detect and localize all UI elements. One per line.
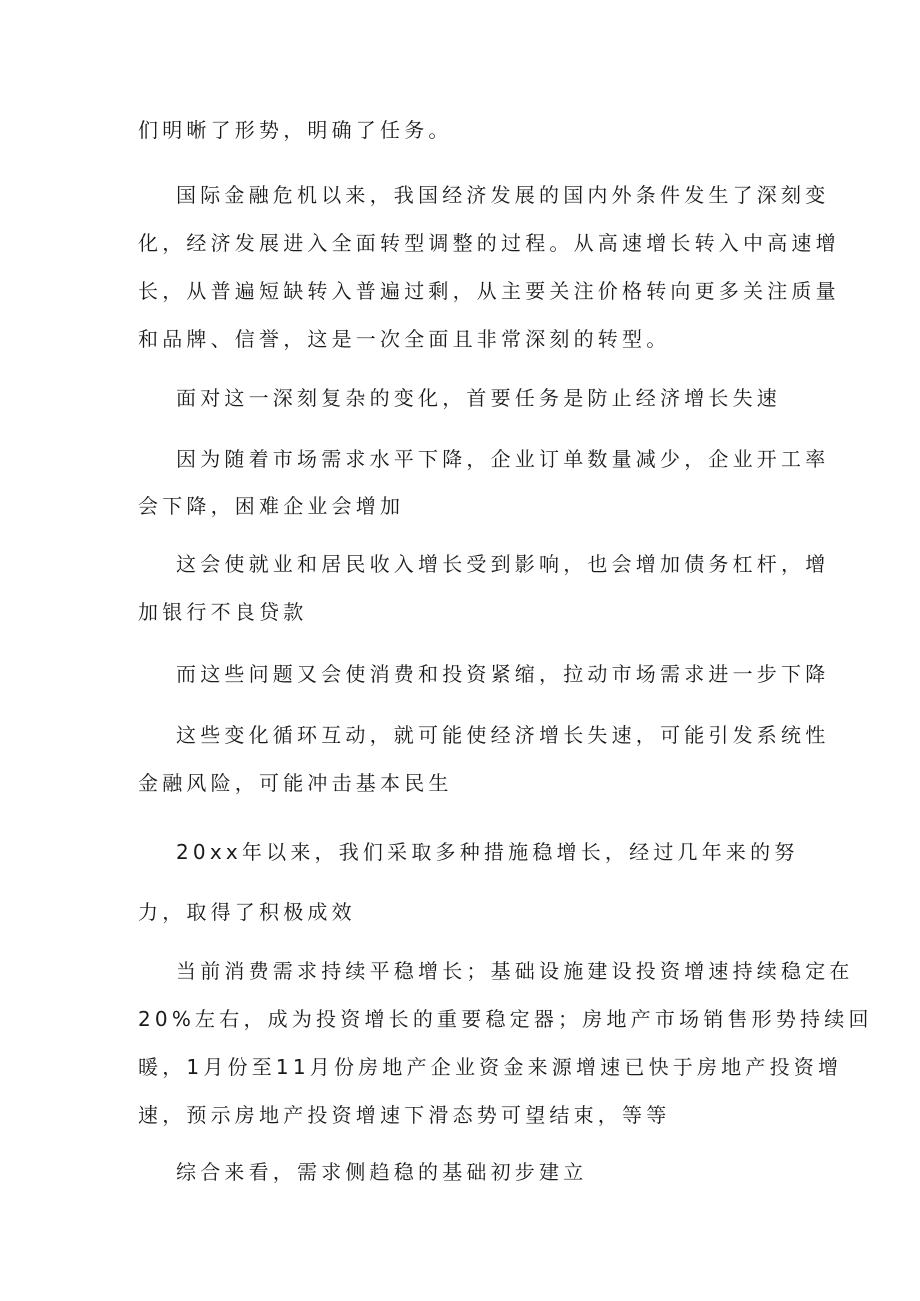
paragraph-first-line: 20xx年以来，我们采取多种措施稳增长，经过几年来的努 — [176, 840, 799, 864]
text-line: 力，取得了积极成效 — [138, 900, 356, 924]
text-line: 和品牌、信誉，这是一次全面且非常深刻的转型。 — [138, 327, 671, 351]
text-line: 20%左右，成为投资增长的重要稳定器；房地产市场销售形势持续回 — [138, 1007, 873, 1031]
paragraph-first-line: 综合来看，需求侧趋稳的基础初步建立 — [176, 1160, 588, 1184]
text-line: 暖，1月份至11月份房地产企业资金来源增速已快于房地产投资增 — [138, 1055, 843, 1079]
text-line: 金融风险，可能冲击基本民生 — [138, 771, 453, 795]
text-line: 加银行不良贷款 — [138, 600, 308, 624]
text-line: 长，从普遍短缺转入普遍过剩，从主要关注价格转向更多关注质量 — [138, 279, 840, 303]
text-line: 速，预示房地产投资增速下滑态势可望结束，等等 — [138, 1103, 671, 1127]
paragraph-first-line: 这会使就业和居民收入增长受到影响，也会增加债务杠杆，增 — [176, 552, 830, 576]
text-line: 们明晰了形势，明确了任务。 — [138, 118, 453, 142]
paragraph-first-line: 而这些问题又会使消费和投资紧缩，拉动市场需求进一步下降 — [176, 662, 830, 686]
paragraph-first-line: 国际金融危机以来，我国经济发展的国内外条件发生了深刻变 — [176, 183, 830, 207]
paragraph-first-line: 因为随着市场需求水平下降，企业订单数量减少，企业开工率 — [176, 447, 830, 471]
paragraph-first-line: 当前消费需求持续平稳增长；基础设施建设投资增速持续稳定在 — [176, 959, 854, 983]
text-line: 化，经济发展进入全面转型调整的过程。从高速增长转入中高速增 — [138, 231, 840, 255]
text-line: 会下降，困难企业会增加 — [138, 494, 405, 518]
paragraph-first-line: 这些变化循环互动，就可能使经济增长失速，可能引发系统性 — [176, 723, 830, 747]
paragraph-first-line: 面对这一深刻复杂的变化，首要任务是防止经济增长失速 — [176, 386, 781, 410]
